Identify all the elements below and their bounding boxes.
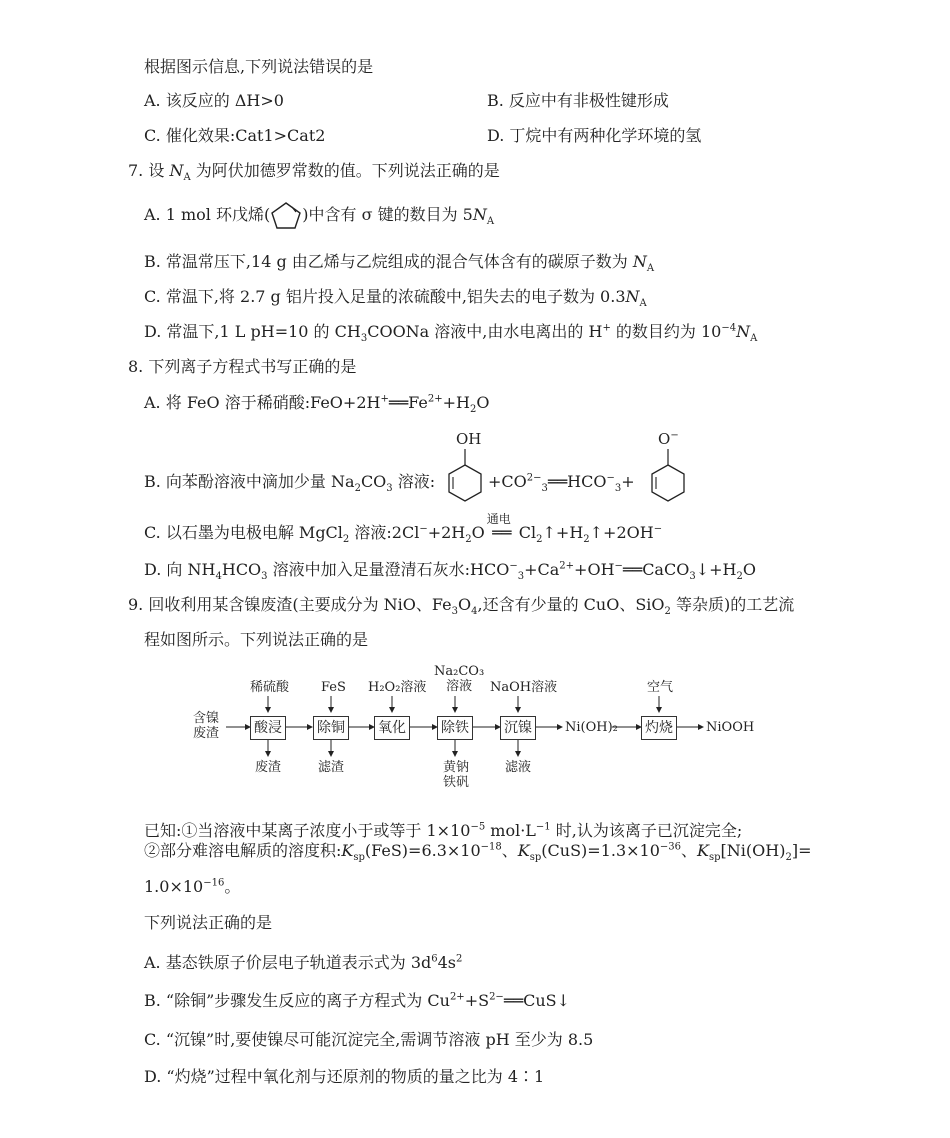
reagent-fes: FeS	[321, 680, 346, 695]
flow-step-precipitate-nickel: 沉镍	[500, 716, 536, 740]
electrolysis-condition: 通电	[486, 512, 511, 526]
flow-step-acid-leach: 酸浸	[250, 716, 286, 740]
flow-step-oxidation: 氧化	[374, 716, 410, 740]
q7-stem: 7. 设 $N_A$ 为阿伏加德罗常数的值。下列说法正确的是	[128, 161, 500, 184]
q8-option-b-equation: $+CO^{2-}_3══HCO^-_3+$	[488, 472, 635, 495]
flow-step-remove-copper: 除铜	[313, 716, 349, 740]
q6-option-d: D. 丁烷中有两种化学环境的氢	[487, 126, 702, 145]
flow-step-calcine: 灼烧	[641, 716, 677, 740]
flow-product-niooh: NiOOH	[706, 720, 755, 735]
q9-option-a: A. 基态铁原子价层电子轨道表示式为 $3d^64s^2$	[144, 953, 463, 972]
output-jarosite: 黄钠 铁矾	[443, 760, 470, 790]
flow-input: 含镍 废渣	[193, 711, 220, 741]
q7-option-b: B. 常温常压下,14 g 由乙烯与乙烷组成的混合气体含有的碳原子数为 $N_A$	[144, 252, 655, 275]
reagent-air: 空气	[647, 680, 674, 695]
q7-option-a: A. 1 mol 环戊烯( )中含有 σ 键的数目为 $5N_A$	[144, 204, 494, 227]
q6-option-a: A. 该反应的 ΔH>0	[144, 91, 284, 110]
flow-intermediate-nioh2: Ni(OH)₂	[565, 720, 618, 735]
phenol-oh-label: OH	[456, 430, 482, 448]
q9-stem-line2: 程如图所示。下列说法正确的是	[144, 630, 369, 649]
reagent-h2o2: H₂O₂溶液	[368, 680, 427, 695]
q9-stem-line1: 9. 回收利用某含镍废渣(主要成分为 NiO、$Fe_3O_4$,还含有少量的 CuO、SiO$_2$ 等杂质)的工艺流	[128, 595, 795, 618]
q6-option-b: B. 反应中有非极性键形成	[487, 91, 669, 110]
q7-option-d: D. 常温下,1 L pH=10 的 $CH_3COONa$ 溶液中,由水电离出的 H+ 的数目约为 $10^{-4}N_A$	[144, 322, 758, 345]
q9-sub-stem: 下列说法正确的是	[144, 913, 273, 932]
q7-option-c: C. 常温下,将 2.7 g 铝片投入足量的浓硫酸中,铝失去的电子数为 $0.3N_A$	[144, 287, 647, 310]
reagent-dilute-sulfuric-acid: 稀硫酸	[250, 680, 290, 695]
q9-option-b: B. “除铜”步骤发生反应的离子方程式为 $Cu^{2+}+S^{2-}══CuS↓$	[144, 991, 570, 1010]
reagent-naoh: NaOH溶液	[490, 680, 558, 695]
q9-known-2: ②部分难溶电解质的溶度积$:K_{sp}(FeS)=6.3\times 10^{-18}$、$K_{sp}(CuS)=1.3\times 10^{-36}$、$K_{sp}[Ni(OH)_2]=$	[144, 841, 812, 864]
q9-known-1: 已知:①当溶液中某离子浓度小于或等于 $1\times 10^{-5}$ $mol\cdot L^{-1}$ 时,认为该离子已沉淀完全;	[144, 821, 743, 840]
q8-option-a: A. 将 FeO 溶于稀硝酸$:FeO+2H^+══Fe^{2+}+H_2O$	[144, 393, 490, 416]
output-waste-residue: 废渣	[255, 760, 282, 775]
q6-option-c: C. 催化效果:Cat1>Cat2	[144, 126, 326, 145]
reagent-na2co3: Na₂CO₃ 溶液	[434, 664, 485, 694]
q8-stem: 8. 下列离子方程式书写正确的是	[128, 357, 357, 376]
q9-option-d: D. “灼烧”过程中氧化剂与还原剂的物质的量之比为 4∶1	[144, 1067, 545, 1086]
q8-option-b: B. 向苯酚溶液中滴加少量 $Na_2CO_3$ 溶液:	[144, 472, 436, 495]
output-filtrate: 滤液	[505, 760, 532, 775]
q6-stem: 根据图示信息,下列说法错误的是	[144, 57, 374, 76]
phenoxide-o-label: O−	[658, 430, 679, 448]
q8-option-c: C. 以石墨为电极电解 MgCl$_2$ 溶液$:2Cl^-+2H_2O$ 通电 ══ $Cl_2↑+H_2↑+2OH^-$	[144, 522, 662, 544]
q9-option-c: C. “沉镍”时,要使镍尽可能沉淀完全,需调节溶液 pH 至少为 8.5	[144, 1030, 594, 1049]
q9-known-3: $1.0\times 10^{-16}$。	[144, 877, 241, 896]
output-filter-residue: 滤渣	[318, 760, 345, 775]
q8-option-d: D. 向 $NH_4HCO_3$ 溶液中加入足量澄清石灰水$:HCO^-_3+Ca^{2+}+OH^-══CaCO_3↓+H_2O$	[144, 560, 756, 583]
flow-step-remove-iron: 除铁	[437, 716, 473, 740]
